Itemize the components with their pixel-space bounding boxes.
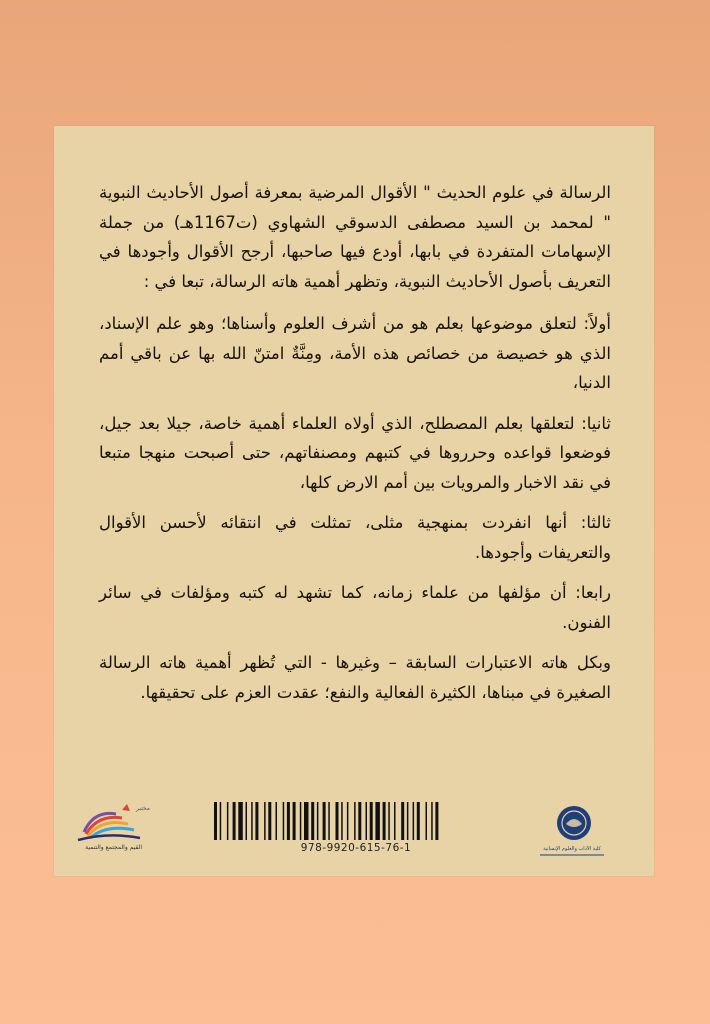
barcode-bar	[304, 802, 309, 840]
barcode-bar	[370, 802, 373, 840]
publisher-top-text: مختبر	[136, 805, 151, 812]
barcode-bar	[255, 802, 258, 840]
back-cover	[54, 126, 654, 876]
barcode-bar	[358, 802, 361, 840]
barcode-bar	[251, 802, 253, 840]
publisher-bottom-text: القيم والمجتمع والتنمية	[85, 844, 142, 851]
paragraph-second: ثانيا: لتعلقها بعلم المصطلح، الذي أولاه العلماء أهمية خاصة، جيلا بعد جيل، فوضعوا قواعده وحرروها في كتبهم ومصنفاتهم، حتى أصبحت منهجا متبعا في نقد الاخبار والمرويات بين أمم الارض كلها،	[99, 413, 611, 492]
faculty-seal-logo-icon	[532, 802, 612, 862]
barcode-bar	[417, 802, 420, 840]
barcode-bar	[227, 802, 229, 840]
barcode-bar	[233, 802, 236, 840]
barcode-bar	[347, 802, 349, 840]
barcode	[212, 802, 500, 854]
barcode-bar	[264, 802, 266, 840]
faculty-text: كلية الآداب والعلوم الإنسانية	[543, 846, 601, 852]
barcode-bar	[354, 802, 356, 840]
barcode-bar	[341, 802, 343, 840]
barcode-bar	[426, 802, 428, 840]
barcode-bar	[388, 802, 390, 840]
intro-paragraph: الرسالة في علوم الحديث " الأقوال المرضية بمعرفة أصول الأحاديث النبوية " لمحمد بن السيد مصطفى الدسوقي الشهاوي (ت1167هـ) من جملة الإسهامات المتفردة في بابها، أودع فيها صاحبها، أرجح الأقوال وأجودها في التعريف بأصول الأحاديث النبوية، وتظهر أهمية هاته الرسالة، تبعا في :	[99, 183, 611, 291]
barcode-bar	[268, 802, 271, 840]
barcode-bar	[293, 802, 296, 840]
barcode-bar	[287, 802, 290, 840]
paragraph-third: ثالثا: أنها انفردت بمنهجية مثلى، تمثلت في انتقائه لأحسن الأقوال والتعريفات وأجودها.	[99, 513, 611, 562]
barcode-bar	[366, 802, 368, 840]
barcode-bar	[323, 802, 326, 840]
barcode-bar	[413, 802, 415, 840]
barcode-bar	[336, 802, 339, 840]
barcode-bar	[401, 802, 404, 840]
barcode-bar	[276, 802, 278, 840]
barcode-bar	[431, 802, 433, 840]
cover-text	[99, 178, 611, 718]
barcode-bar	[246, 802, 248, 840]
paragraph-conclusion: وبكل هاته الاعتبارات السابقة – وغيرها - التي تُظهر أهمية هاته الرسالة الصغيرة في مبناها، الكثيرة الفعالية والنفع؛ عقدت العزم على تحقيقها.	[99, 653, 611, 702]
paragraph-first: أولاً: لتعلق موضوعها بعلم هو من أشرف العلوم وأسناها؛ وهو علم الإسناد، الذي هو خصيصة من خصائص هذه الأمة، ومِنَّةٌ امتنّ الله بها عن باقي أمم الدنيا،	[99, 314, 611, 392]
publisher-book-logo-icon	[64, 802, 154, 854]
barcode-bar	[311, 802, 314, 840]
barcode-bar	[375, 802, 380, 840]
barcode-bar	[220, 802, 222, 840]
barcode-bar	[394, 802, 396, 840]
barcode-bar	[300, 802, 302, 840]
barcode-bar	[283, 802, 285, 840]
barcode-bar	[407, 802, 409, 840]
barcode-bar	[383, 802, 386, 840]
barcode-bar	[328, 802, 330, 840]
barcode-bar	[238, 802, 243, 840]
paragraph-fourth: رابعا: أن مؤلفها من علماء زمانه، كما تشهد له كتبه ومؤلفات في سائر الفنون.	[99, 583, 611, 632]
barcode-bar	[214, 802, 217, 840]
barcode-bar	[435, 802, 438, 840]
barcode-bar	[317, 802, 319, 840]
isbn-number: 978-9920-615-76-1	[300, 842, 412, 854]
